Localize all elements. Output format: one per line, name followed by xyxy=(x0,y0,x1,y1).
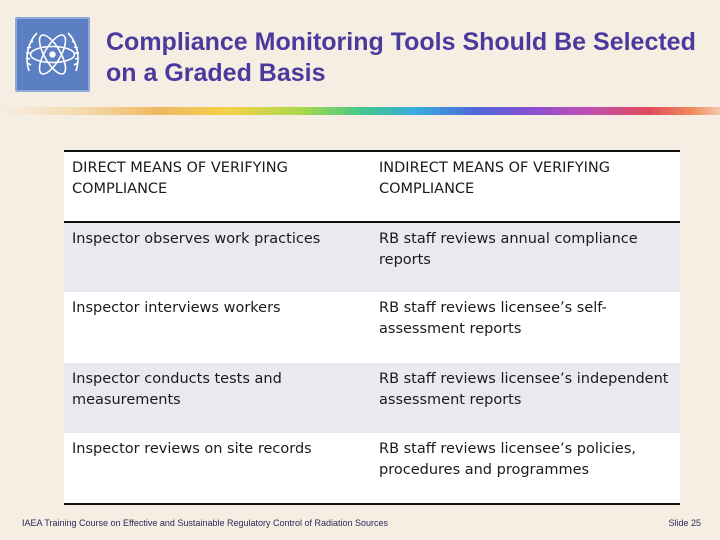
indirect-cell: RB staff reviews licensee’s policies, procedures and programmes xyxy=(379,440,636,478)
table-row xyxy=(64,433,680,503)
table-row xyxy=(64,363,680,433)
table-row xyxy=(64,292,680,362)
header-direct: DIRECT MEANS OF VERIFYING COMPLIANCE xyxy=(64,152,371,222)
table-header-row xyxy=(64,152,680,222)
rainbow-divider xyxy=(0,107,720,115)
header-indirect: INDIRECT MEANS OF VERIFYING COMPLIANCE xyxy=(371,152,680,222)
iaea-logo-icon xyxy=(15,17,90,92)
indirect-cell: RB staff reviews licensee’s self-assessment reports xyxy=(379,300,607,338)
direct-cell: Inspector reviews on site records xyxy=(72,440,312,457)
indirect-cell: RB staff reviews licensee’s independent assessment reports xyxy=(379,370,669,408)
indirect-cell: RB staff reviews annual compliance reports xyxy=(379,231,638,269)
direct-cell: Inspector conducts tests and measurements xyxy=(72,370,282,408)
table-row xyxy=(64,222,680,292)
direct-cell: Inspector observes work practices xyxy=(72,231,321,248)
slide-number: Slide 25 xyxy=(668,518,701,528)
direct-cell: Inspector interviews workers xyxy=(72,300,281,317)
slide-title: Compliance Monitoring Tools Should Be Selected on a Graded Basis xyxy=(106,28,696,87)
footer-course: IAEA Training Course on Effective and Sustainable Regulatory Control of Radiation Sources xyxy=(22,518,389,528)
compliance-table xyxy=(64,150,680,505)
